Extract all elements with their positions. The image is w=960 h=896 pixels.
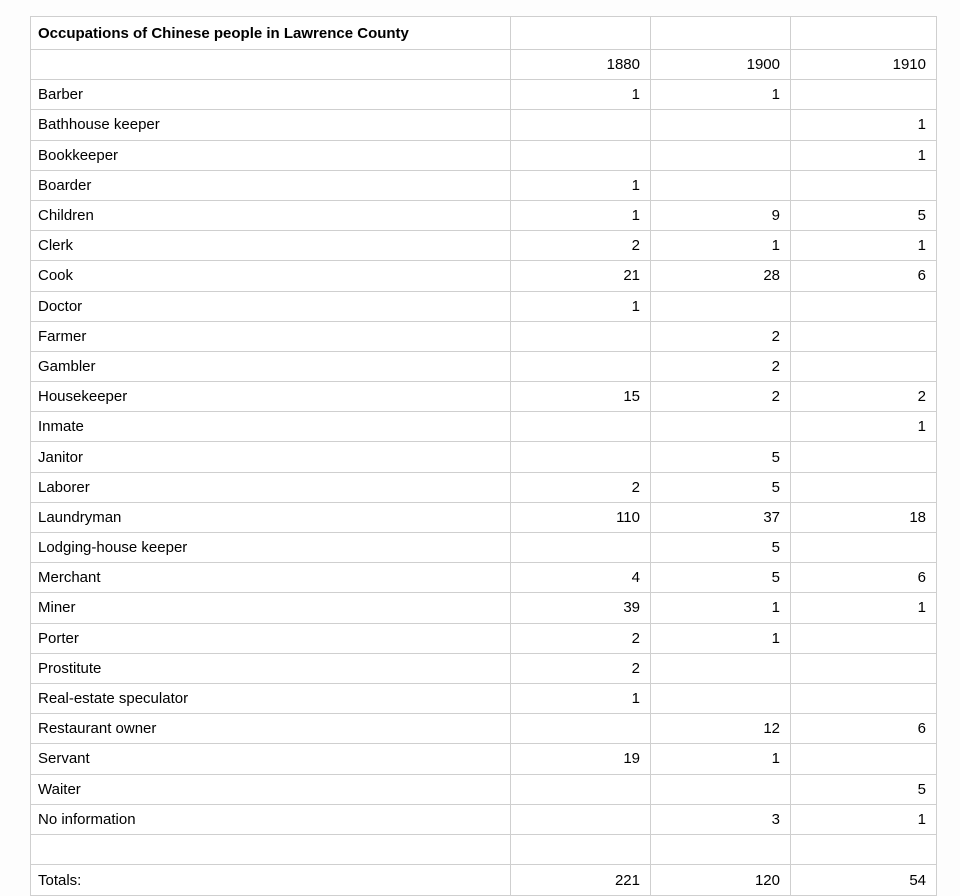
value-1880 — [511, 412, 651, 442]
occupation-label: Boarder — [31, 170, 511, 200]
value-1910: 5 — [791, 200, 937, 230]
occupation-label: Doctor — [31, 291, 511, 321]
occupation-label: Janitor — [31, 442, 511, 472]
table-foot — [31, 834, 937, 895]
empty-cell — [791, 834, 937, 864]
table-row — [31, 110, 937, 140]
value-1880: 21 — [511, 261, 651, 291]
value-1900: 2 — [651, 321, 791, 351]
table-row — [31, 80, 937, 110]
table-row — [31, 170, 937, 200]
totals-row — [31, 865, 937, 896]
occupation-label: Gambler — [31, 351, 511, 381]
value-1900: 9 — [651, 200, 791, 230]
empty-cell — [791, 17, 937, 50]
value-1910 — [791, 472, 937, 502]
table-title: Occupations of Chinese people in Lawrence County — [31, 17, 511, 50]
occupation-rows — [31, 80, 937, 835]
value-1900: 2 — [651, 351, 791, 381]
value-1910: 1 — [791, 110, 937, 140]
value-1910: 1 — [791, 593, 937, 623]
table-row — [31, 231, 937, 261]
value-1880: 1 — [511, 291, 651, 321]
table-row — [31, 351, 937, 381]
table-row — [31, 683, 937, 713]
value-1910 — [791, 533, 937, 563]
empty-cell — [651, 834, 791, 864]
occupation-label: Housekeeper — [31, 382, 511, 412]
value-1900 — [651, 653, 791, 683]
spacer-row — [31, 834, 937, 864]
value-1900: 1 — [651, 231, 791, 261]
value-1880: 1 — [511, 200, 651, 230]
value-1900 — [651, 110, 791, 140]
value-1910: 6 — [791, 714, 937, 744]
totals-value-1880: 221 — [511, 865, 651, 896]
value-1900 — [651, 774, 791, 804]
table-head — [31, 17, 937, 80]
occupation-label: Waiter — [31, 774, 511, 804]
value-1880: 1 — [511, 683, 651, 713]
value-1900: 12 — [651, 714, 791, 744]
value-1910 — [791, 442, 937, 472]
empty-cell — [31, 834, 511, 864]
occupation-label: Clerk — [31, 231, 511, 261]
table-row — [31, 472, 937, 502]
column-header-1910: 1910 — [791, 50, 937, 80]
value-1880: 2 — [511, 653, 651, 683]
table-row — [31, 653, 937, 683]
value-1900: 1 — [651, 80, 791, 110]
value-1880 — [511, 140, 651, 170]
value-1900 — [651, 412, 791, 442]
value-1900: 5 — [651, 442, 791, 472]
table-row — [31, 804, 937, 834]
table-row — [31, 774, 937, 804]
value-1910: 1 — [791, 412, 937, 442]
occupation-label: Merchant — [31, 563, 511, 593]
value-1910 — [791, 170, 937, 200]
occupation-label: Laborer — [31, 472, 511, 502]
occupation-label: Porter — [31, 623, 511, 653]
occupation-label: Miner — [31, 593, 511, 623]
value-1900: 5 — [651, 563, 791, 593]
value-1910: 6 — [791, 563, 937, 593]
empty-cell — [31, 50, 511, 80]
occupation-label: Prostitute — [31, 653, 511, 683]
occupation-label: No information — [31, 804, 511, 834]
table-row — [31, 291, 937, 321]
occupation-label: Cook — [31, 261, 511, 291]
value-1910: 1 — [791, 231, 937, 261]
value-1910 — [791, 744, 937, 774]
value-1910 — [791, 653, 937, 683]
totals-label: Totals: — [31, 865, 511, 896]
value-1880 — [511, 533, 651, 563]
value-1880: 2 — [511, 231, 651, 261]
table-row — [31, 502, 937, 532]
occupation-label: Children — [31, 200, 511, 230]
value-1880 — [511, 442, 651, 472]
value-1880: 1 — [511, 170, 651, 200]
value-1910 — [791, 80, 937, 110]
value-1880: 4 — [511, 563, 651, 593]
value-1910 — [791, 351, 937, 381]
totals-value-1900: 120 — [651, 865, 791, 896]
spreadsheet-area — [30, 16, 937, 896]
value-1910: 5 — [791, 774, 937, 804]
value-1910: 1 — [791, 140, 937, 170]
value-1900 — [651, 170, 791, 200]
value-1880: 19 — [511, 744, 651, 774]
table-row — [31, 200, 937, 230]
occupations-table — [30, 16, 937, 896]
title-row — [31, 17, 937, 50]
occupation-label: Lodging-house keeper — [31, 533, 511, 563]
value-1910: 1 — [791, 804, 937, 834]
value-1900: 1 — [651, 593, 791, 623]
table-row — [31, 140, 937, 170]
empty-cell — [651, 17, 791, 50]
empty-cell — [511, 17, 651, 50]
value-1900: 5 — [651, 533, 791, 563]
value-1880 — [511, 774, 651, 804]
table-row — [31, 321, 937, 351]
value-1900 — [651, 291, 791, 321]
value-1880: 15 — [511, 382, 651, 412]
value-1910 — [791, 291, 937, 321]
value-1880: 39 — [511, 593, 651, 623]
value-1910 — [791, 321, 937, 351]
value-1880: 2 — [511, 623, 651, 653]
value-1880 — [511, 110, 651, 140]
empty-cell — [511, 834, 651, 864]
occupation-label: Servant — [31, 744, 511, 774]
table-row — [31, 442, 937, 472]
value-1880 — [511, 804, 651, 834]
value-1900: 5 — [651, 472, 791, 502]
table-row — [31, 714, 937, 744]
value-1900 — [651, 683, 791, 713]
occupation-label: Inmate — [31, 412, 511, 442]
value-1880: 2 — [511, 472, 651, 502]
occupation-label: Restaurant owner — [31, 714, 511, 744]
value-1880 — [511, 351, 651, 381]
value-1900: 3 — [651, 804, 791, 834]
value-1880 — [511, 714, 651, 744]
table-row — [31, 563, 937, 593]
value-1900: 1 — [651, 744, 791, 774]
table-row — [31, 533, 937, 563]
table-row — [31, 382, 937, 412]
occupation-label: Farmer — [31, 321, 511, 351]
value-1880 — [511, 321, 651, 351]
value-1900: 1 — [651, 623, 791, 653]
table-row — [31, 623, 937, 653]
year-header-row — [31, 50, 937, 80]
column-header-1880: 1880 — [511, 50, 651, 80]
table-row — [31, 593, 937, 623]
value-1910: 2 — [791, 382, 937, 412]
table-row — [31, 412, 937, 442]
value-1910: 18 — [791, 502, 937, 532]
occupation-label: Bookkeeper — [31, 140, 511, 170]
value-1910 — [791, 683, 937, 713]
value-1900 — [651, 140, 791, 170]
occupation-label: Bathhouse keeper — [31, 110, 511, 140]
column-header-1900: 1900 — [651, 50, 791, 80]
occupation-label: Barber — [31, 80, 511, 110]
table-row — [31, 261, 937, 291]
occupation-label: Laundryman — [31, 502, 511, 532]
value-1910 — [791, 623, 937, 653]
totals-value-1910: 54 — [791, 865, 937, 896]
value-1900: 28 — [651, 261, 791, 291]
value-1880: 110 — [511, 502, 651, 532]
value-1900: 37 — [651, 502, 791, 532]
occupation-label: Real-estate speculator — [31, 683, 511, 713]
value-1900: 2 — [651, 382, 791, 412]
table-row — [31, 744, 937, 774]
value-1880: 1 — [511, 80, 651, 110]
value-1910: 6 — [791, 261, 937, 291]
